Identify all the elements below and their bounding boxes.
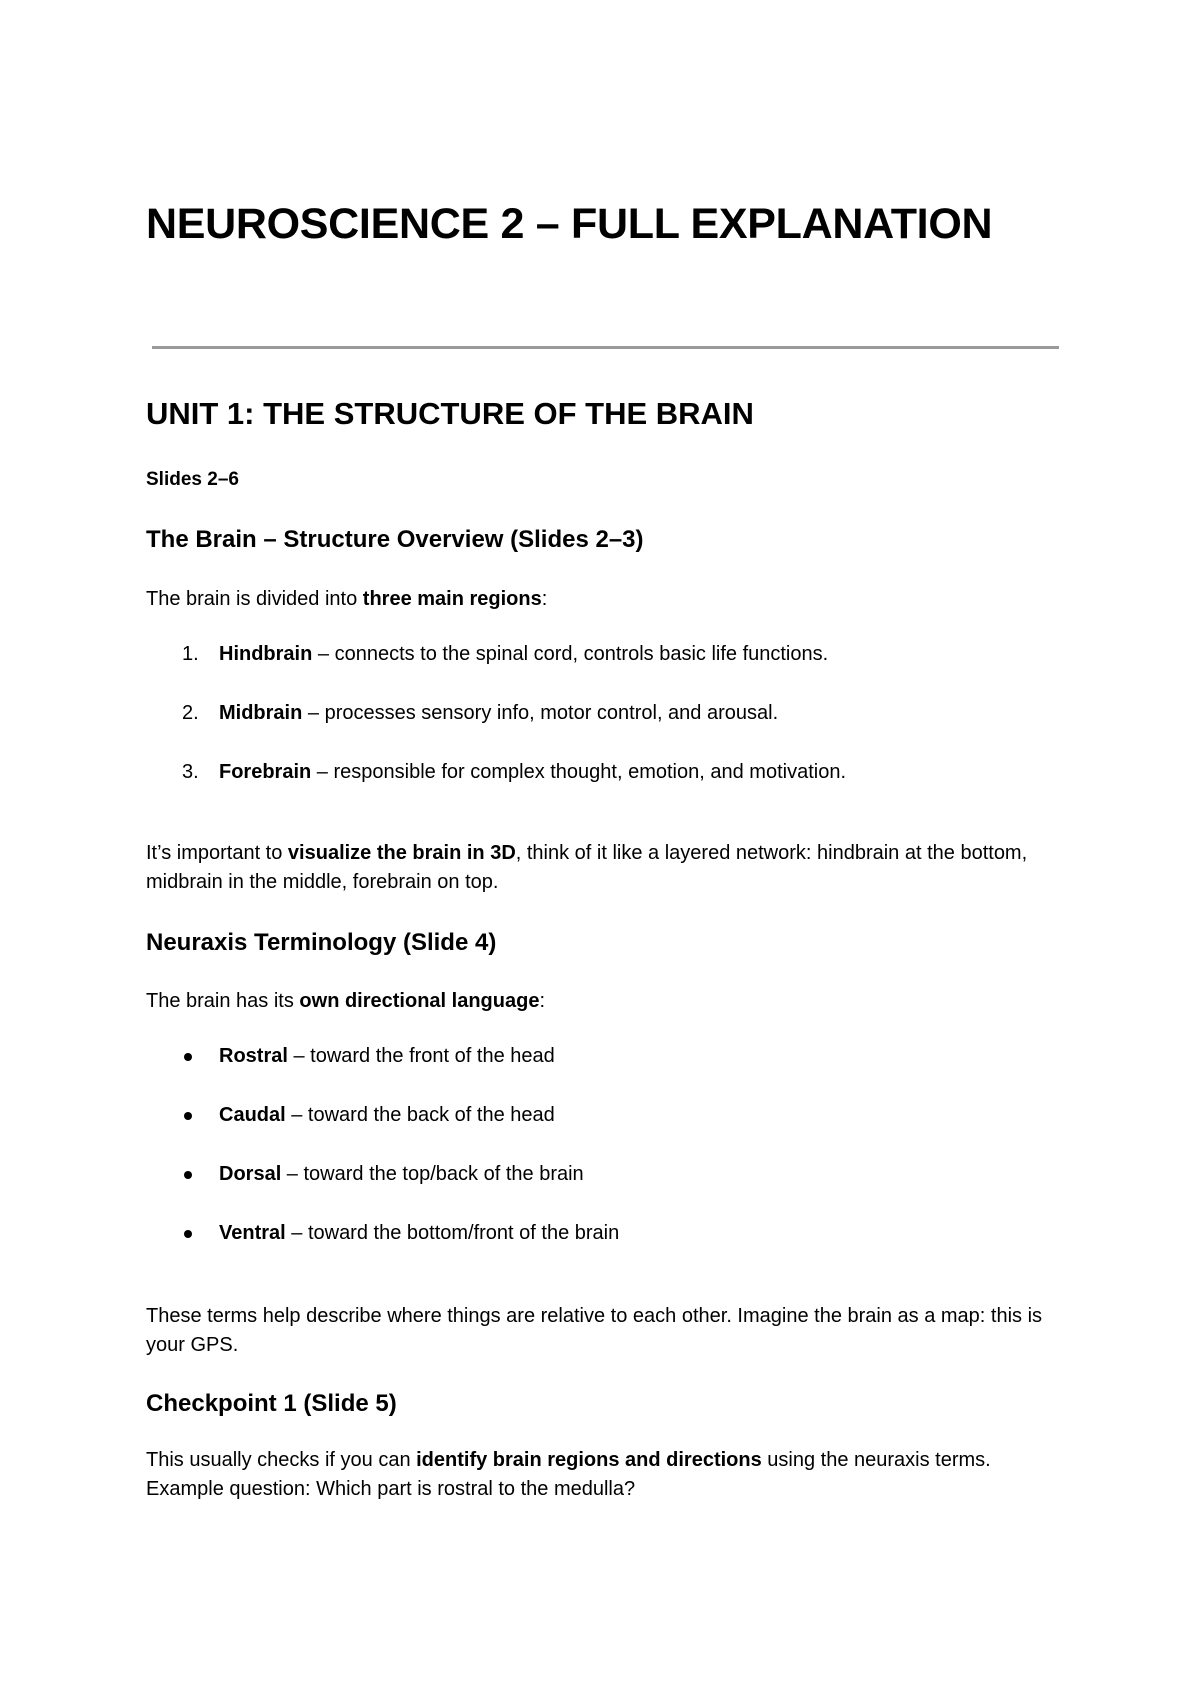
document-title: NEUROSCIENCE 2 – FULL EXPLANATION — [146, 200, 993, 248]
section1-intro-text: The brain is divided into — [146, 588, 363, 610]
list-item-text — [219, 1042, 555, 1070]
section1-intro-suffix: : — [541, 588, 548, 610]
list-item-term: Dorsal — [219, 1163, 282, 1185]
section1-note-bold: visualize the brain in 3D — [287, 842, 516, 864]
section3-text-suffix: using the neuraxis terms. Example question: Which part is rostral to the medulla? — [146, 1449, 991, 1500]
list-item-desc: – toward the top/back of the brain — [281, 1163, 584, 1185]
section-heading-structure-overview: The Brain – Structure Overview (Slides 2–3) — [146, 526, 644, 553]
list-item-text — [219, 1219, 619, 1247]
section3-text-prefix: This usually checks if you can — [146, 1449, 417, 1471]
list-item-text — [219, 699, 778, 727]
section3-text-bold: identify brain regions and directions — [416, 1449, 762, 1471]
section2-intro-text: The brain has its — [146, 990, 300, 1012]
bullet-icon — [184, 1171, 192, 1179]
section1-intro-bold: three main regions — [362, 588, 542, 610]
slides-label: Slides 2–6 — [146, 469, 239, 490]
section2-intro-bold: own directional language — [299, 990, 540, 1012]
section2-intro-suffix: : — [539, 990, 546, 1012]
list-item-desc: – toward the front of the head — [287, 1045, 555, 1067]
list-item-term: Forebrain — [219, 761, 312, 783]
list-item-desc: – toward the bottom/front of the brain — [285, 1222, 620, 1244]
list-item-text — [219, 1101, 555, 1129]
list-number: 2. — [182, 702, 199, 724]
section2-intro — [146, 987, 1061, 1016]
bullet-icon — [184, 1112, 192, 1120]
list-item-term: Rostral — [219, 1045, 288, 1067]
list-item-text — [219, 758, 846, 786]
section3-text — [146, 1446, 1061, 1504]
list-item-desc: – responsible for complex thought, emotion, and motivation. — [311, 761, 846, 783]
bullet-icon — [184, 1230, 192, 1238]
list-number: 1. — [182, 643, 199, 665]
list-item-term: Hindbrain — [219, 643, 313, 665]
list-item-text — [219, 1160, 584, 1188]
list-item-term: Ventral — [219, 1222, 286, 1244]
list-item-term: Caudal — [219, 1104, 286, 1126]
section2-note: These terms help describe where things are relative to each other. Imagine the brain as a map: this is your GPS. — [146, 1305, 1043, 1356]
section1-intro — [146, 585, 1061, 614]
section1-note-text: It’s important to — [146, 842, 288, 864]
list-item-desc: – connects to the spinal cord, controls basic life functions. — [312, 643, 829, 665]
list-item-desc: – processes sensory info, motor control, and arousal. — [302, 702, 779, 724]
horizontal-divider — [152, 346, 1059, 349]
section1-note — [146, 839, 1061, 897]
list-item-term: Midbrain — [219, 702, 303, 724]
list-item-text — [219, 640, 828, 668]
bullet-icon — [184, 1053, 192, 1061]
list-number: 3. — [182, 761, 199, 783]
section-heading-checkpoint: Checkpoint 1 (Slide 5) — [146, 1390, 397, 1417]
section-heading-neuraxis: Neuraxis Terminology (Slide 4) — [146, 929, 497, 956]
list-item-desc: – toward the back of the head — [285, 1104, 555, 1126]
unit-heading: UNIT 1: THE STRUCTURE OF THE BRAIN — [146, 396, 754, 431]
section1-note-suffix: , think of it like a layered network: hindbrain at the bottom, midbrain in the middle, forebrain on top. — [146, 842, 1028, 893]
